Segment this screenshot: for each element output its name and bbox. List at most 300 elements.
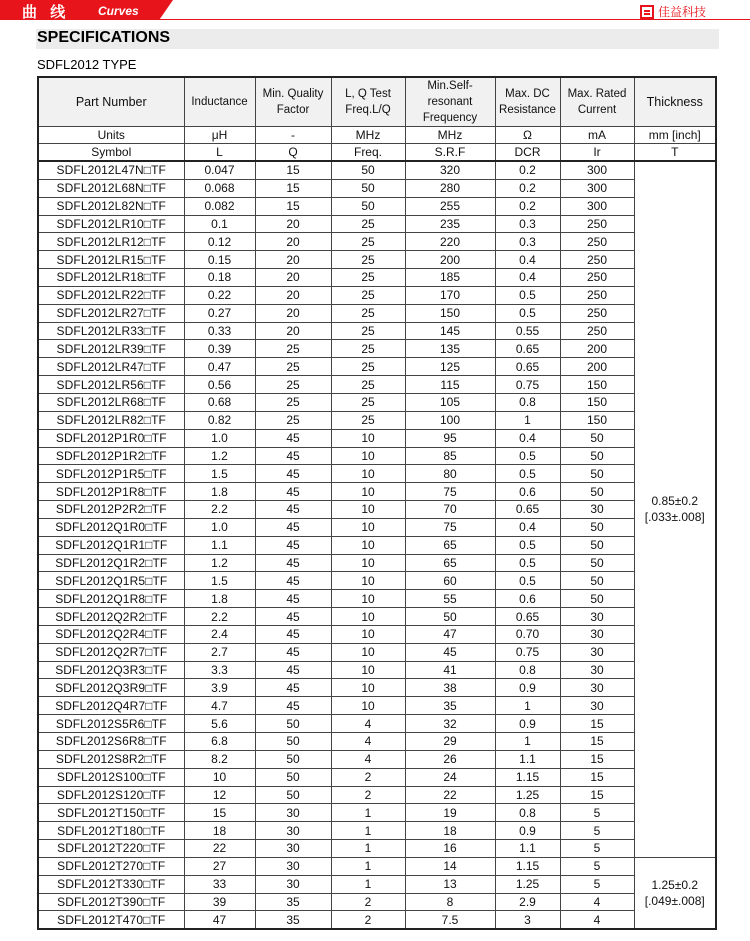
value-cell: 30 xyxy=(560,643,634,661)
part-number-cell: SDFL2012T390□TF xyxy=(38,893,184,911)
value-cell: 20 xyxy=(255,251,331,269)
value-cell: 2 xyxy=(331,911,405,929)
value-cell: 10 xyxy=(331,483,405,501)
value-cell: 4 xyxy=(560,893,634,911)
value-cell: 1 xyxy=(331,840,405,858)
section-title-cn: 曲 线 xyxy=(22,3,70,21)
units-cell: Units xyxy=(38,127,184,144)
table-row xyxy=(38,911,716,929)
thickness-mm: 1.25±0.2 xyxy=(651,878,699,893)
table-row xyxy=(38,572,716,590)
spec-table xyxy=(37,76,717,930)
value-cell: 50 xyxy=(405,608,495,626)
value-cell: 0.1 xyxy=(184,215,255,233)
col-part-number: Part Number xyxy=(38,77,184,127)
value-cell: 50 xyxy=(331,179,405,197)
value-cell: 30 xyxy=(255,804,331,822)
table-row xyxy=(38,483,716,501)
value-cell: 0.65 xyxy=(495,358,560,376)
part-number-cell: SDFL2012LR47□TF xyxy=(38,358,184,376)
value-cell: 10 xyxy=(331,518,405,536)
value-cell: 0.75 xyxy=(495,376,560,394)
part-number-cell: SDFL2012Q1R1□TF xyxy=(38,536,184,554)
table-row xyxy=(38,643,716,661)
value-cell: 145 xyxy=(405,322,495,340)
value-cell: 30 xyxy=(255,875,331,893)
value-cell: 45 xyxy=(255,590,331,608)
value-cell: 1.2 xyxy=(184,554,255,572)
value-cell: 10 xyxy=(331,590,405,608)
value-cell: 15 xyxy=(255,179,331,197)
units-cell: mm [inch] xyxy=(634,127,716,144)
value-cell: 10 xyxy=(331,429,405,447)
value-cell: 0.65 xyxy=(495,501,560,519)
value-cell: 0.6 xyxy=(495,483,560,501)
value-cell: 1.0 xyxy=(184,429,255,447)
value-cell: 25 xyxy=(255,411,331,429)
value-cell: 35 xyxy=(255,893,331,911)
value-cell: 50 xyxy=(560,572,634,590)
value-cell: 15 xyxy=(560,786,634,804)
value-cell: 250 xyxy=(560,286,634,304)
value-cell: 0.2 xyxy=(495,197,560,215)
symbol-cell: DCR xyxy=(495,144,560,162)
value-cell: 20 xyxy=(255,233,331,251)
company-logo-icon xyxy=(640,5,654,19)
value-cell: 2.2 xyxy=(184,501,255,519)
part-number-cell: SDFL2012S100□TF xyxy=(38,768,184,786)
table-row xyxy=(38,197,716,215)
value-cell: 15 xyxy=(255,197,331,215)
table-row xyxy=(38,269,716,287)
value-cell: 80 xyxy=(405,465,495,483)
table-row xyxy=(38,822,716,840)
value-cell: 25 xyxy=(255,376,331,394)
value-cell: 18 xyxy=(405,822,495,840)
value-cell: 50 xyxy=(560,518,634,536)
value-cell: 0.2 xyxy=(495,161,560,179)
value-cell: 1.1 xyxy=(495,750,560,768)
value-cell: 47 xyxy=(184,911,255,929)
table-row xyxy=(38,697,716,715)
value-cell: 0.3 xyxy=(495,215,560,233)
thickness-mm: 0.85±0.2 xyxy=(651,494,699,509)
part-number-cell: SDFL2012L47N□TF xyxy=(38,161,184,179)
value-cell: 1 xyxy=(331,857,405,875)
table-row xyxy=(38,590,716,608)
value-cell: 25 xyxy=(331,358,405,376)
value-cell: 25 xyxy=(331,340,405,358)
symbol-cell: Freq. xyxy=(331,144,405,162)
value-cell: 1.25 xyxy=(495,875,560,893)
value-cell: 10 xyxy=(331,536,405,554)
value-cell: 1.8 xyxy=(184,590,255,608)
value-cell: 0.9 xyxy=(495,715,560,733)
value-cell: 5 xyxy=(560,857,634,875)
value-cell: 50 xyxy=(255,715,331,733)
value-cell: 45 xyxy=(255,608,331,626)
value-cell: 5 xyxy=(560,875,634,893)
value-cell: 4 xyxy=(560,911,634,929)
value-cell: 10 xyxy=(331,625,405,643)
value-cell: 1 xyxy=(331,875,405,893)
value-cell: 4 xyxy=(331,733,405,751)
value-cell: 55 xyxy=(405,590,495,608)
value-cell: 45 xyxy=(255,572,331,590)
value-cell: 70 xyxy=(405,501,495,519)
table-row xyxy=(38,608,716,626)
value-cell: 22 xyxy=(405,786,495,804)
symbol-cell: Q xyxy=(255,144,331,162)
value-cell: 85 xyxy=(405,447,495,465)
col-current xyxy=(560,77,634,127)
units-cell: - xyxy=(255,127,331,144)
value-cell: 3.9 xyxy=(184,679,255,697)
table-row xyxy=(38,661,716,679)
value-cell: 30 xyxy=(560,697,634,715)
value-cell: 10 xyxy=(331,447,405,465)
part-number-cell: SDFL2012LR12□TF xyxy=(38,233,184,251)
part-number-cell: SDFL2012L82N□TF xyxy=(38,197,184,215)
value-cell: 47 xyxy=(405,625,495,643)
value-cell: 50 xyxy=(560,483,634,501)
value-cell: 95 xyxy=(405,429,495,447)
value-cell: 10 xyxy=(331,608,405,626)
value-cell: 25 xyxy=(331,304,405,322)
value-cell: 25 xyxy=(331,251,405,269)
value-cell: 16 xyxy=(405,840,495,858)
type-subtitle: SDFL2012 TYPE xyxy=(37,57,137,72)
value-cell: 50 xyxy=(255,750,331,768)
value-cell: 10 xyxy=(331,501,405,519)
symbol-cell: S.R.F xyxy=(405,144,495,162)
col-test-freq xyxy=(331,77,405,127)
value-cell: 30 xyxy=(255,857,331,875)
value-cell: 45 xyxy=(255,554,331,572)
part-number-cell: SDFL2012LR27□TF xyxy=(38,304,184,322)
thickness-cell xyxy=(634,857,716,929)
value-cell: 3 xyxy=(495,911,560,929)
value-cell: 1.25 xyxy=(495,786,560,804)
value-cell: 200 xyxy=(560,340,634,358)
value-cell: 0.47 xyxy=(184,358,255,376)
part-number-cell: SDFL2012Q1R5□TF xyxy=(38,572,184,590)
value-cell: 25 xyxy=(331,322,405,340)
value-cell: 250 xyxy=(560,251,634,269)
value-cell: 0.5 xyxy=(495,286,560,304)
value-cell: 170 xyxy=(405,286,495,304)
value-cell: 0.4 xyxy=(495,269,560,287)
value-cell: 0.8 xyxy=(495,393,560,411)
value-cell: 1.2 xyxy=(184,447,255,465)
header-row xyxy=(38,77,716,127)
value-cell: 200 xyxy=(560,358,634,376)
company-logo xyxy=(640,3,706,20)
value-cell: 5 xyxy=(560,822,634,840)
value-cell: 5 xyxy=(560,804,634,822)
value-cell: 0.2 xyxy=(495,179,560,197)
value-cell: 50 xyxy=(560,536,634,554)
value-cell: 0.39 xyxy=(184,340,255,358)
part-number-cell: SDFL2012LR68□TF xyxy=(38,393,184,411)
value-cell: 0.5 xyxy=(495,572,560,590)
value-cell: 25 xyxy=(331,269,405,287)
value-cell: 25 xyxy=(331,411,405,429)
banner-rule xyxy=(0,19,750,20)
value-cell: 18 xyxy=(184,822,255,840)
value-cell: 1.0 xyxy=(184,518,255,536)
company-logo-text: 佳益科技 xyxy=(657,5,706,19)
table-row xyxy=(38,411,716,429)
value-cell: 0.75 xyxy=(495,643,560,661)
value-cell: 4 xyxy=(331,750,405,768)
value-cell: 8.2 xyxy=(184,750,255,768)
units-cell: MHz xyxy=(331,127,405,144)
part-number-cell: SDFL2012S6R8□TF xyxy=(38,733,184,751)
symbol-cell: T xyxy=(634,144,716,162)
value-cell: 25 xyxy=(331,286,405,304)
value-cell: 45 xyxy=(255,429,331,447)
value-cell: 32 xyxy=(405,715,495,733)
value-cell: 0.5 xyxy=(495,465,560,483)
value-cell: 10 xyxy=(331,572,405,590)
table-row xyxy=(38,750,716,768)
thickness-inch: [.049±.008] xyxy=(644,894,705,909)
page-title: SPECIFICATIONS xyxy=(37,29,171,46)
value-cell: 50 xyxy=(331,197,405,215)
value-cell: 220 xyxy=(405,233,495,251)
value-cell: 1.5 xyxy=(184,572,255,590)
value-cell: 60 xyxy=(405,572,495,590)
value-cell: 1.15 xyxy=(495,768,560,786)
part-number-cell: SDFL2012Q3R3□TF xyxy=(38,661,184,679)
value-cell: 0.27 xyxy=(184,304,255,322)
table-row xyxy=(38,768,716,786)
value-cell: 0.18 xyxy=(184,269,255,287)
value-cell: 0.82 xyxy=(184,411,255,429)
units-cell: Ω xyxy=(495,127,560,144)
value-cell: 2.2 xyxy=(184,608,255,626)
part-number-cell: SDFL2012Q1R8□TF xyxy=(38,590,184,608)
header-banner xyxy=(0,0,750,26)
part-number-cell: SDFL2012T150□TF xyxy=(38,804,184,822)
col-srf-l1: Min.Self-resonant xyxy=(427,80,473,108)
value-cell: 0.68 xyxy=(184,393,255,411)
symbol-cell: Symbol xyxy=(38,144,184,162)
value-cell: 105 xyxy=(405,393,495,411)
value-cell: 30 xyxy=(560,661,634,679)
value-cell: 75 xyxy=(405,483,495,501)
table-row xyxy=(38,447,716,465)
value-cell: 185 xyxy=(405,269,495,287)
value-cell: 15 xyxy=(255,161,331,179)
value-cell: 25 xyxy=(331,233,405,251)
value-cell: 30 xyxy=(255,840,331,858)
value-cell: 15 xyxy=(560,733,634,751)
value-cell: 0.5 xyxy=(495,536,560,554)
part-number-cell: SDFL2012T270□TF xyxy=(38,857,184,875)
part-number-cell: SDFL2012LR82□TF xyxy=(38,411,184,429)
col-q-factor xyxy=(255,77,331,127)
value-cell: 0.56 xyxy=(184,376,255,394)
value-cell: 10 xyxy=(184,768,255,786)
value-cell: 250 xyxy=(560,304,634,322)
table-row xyxy=(38,715,716,733)
value-cell: 45 xyxy=(255,518,331,536)
value-cell: 300 xyxy=(560,179,634,197)
value-cell: 45 xyxy=(255,501,331,519)
value-cell: 4.7 xyxy=(184,697,255,715)
value-cell: 45 xyxy=(255,697,331,715)
part-number-cell: SDFL2012LR15□TF xyxy=(38,251,184,269)
table-row xyxy=(38,804,716,822)
value-cell: 4 xyxy=(331,715,405,733)
value-cell: 50 xyxy=(560,465,634,483)
value-cell: 250 xyxy=(560,233,634,251)
value-cell: 50 xyxy=(255,733,331,751)
value-cell: 2 xyxy=(331,786,405,804)
value-cell: 280 xyxy=(405,179,495,197)
value-cell: 14 xyxy=(405,857,495,875)
table-row xyxy=(38,179,716,197)
value-cell: 0.047 xyxy=(184,161,255,179)
value-cell: 255 xyxy=(405,197,495,215)
col-dcr-l1: Max. DC xyxy=(505,88,550,100)
value-cell: 22 xyxy=(184,840,255,858)
value-cell: 20 xyxy=(255,286,331,304)
value-cell: 13 xyxy=(405,875,495,893)
value-cell: 10 xyxy=(331,679,405,697)
units-cell: μH xyxy=(184,127,255,144)
value-cell: 10 xyxy=(331,465,405,483)
table-row xyxy=(38,554,716,572)
table-row xyxy=(38,625,716,643)
part-number-cell: SDFL2012LR10□TF xyxy=(38,215,184,233)
col-current-l2: Current xyxy=(577,104,617,116)
value-cell: 15 xyxy=(184,804,255,822)
value-cell: 300 xyxy=(560,161,634,179)
value-cell: 33 xyxy=(184,875,255,893)
value-cell: 250 xyxy=(560,215,634,233)
value-cell: 0.5 xyxy=(495,554,560,572)
value-cell: 26 xyxy=(405,750,495,768)
table-row xyxy=(38,857,716,875)
table-row xyxy=(38,304,716,322)
part-number-cell: SDFL2012T180□TF xyxy=(38,822,184,840)
value-cell: 0.70 xyxy=(495,625,560,643)
table-row xyxy=(38,393,716,411)
value-cell: 45 xyxy=(255,536,331,554)
value-cell: 15 xyxy=(560,768,634,786)
thickness-inch: [.033±.008] xyxy=(644,510,705,525)
value-cell: 45 xyxy=(255,643,331,661)
value-cell: 0.6 xyxy=(495,590,560,608)
value-cell: 1.15 xyxy=(495,857,560,875)
value-cell: 150 xyxy=(560,411,634,429)
part-number-cell: SDFL2012P2R2□TF xyxy=(38,501,184,519)
value-cell: 0.082 xyxy=(184,197,255,215)
table-row xyxy=(38,679,716,697)
value-cell: 1 xyxy=(495,411,560,429)
value-cell: 25 xyxy=(331,376,405,394)
col-thickness: Thickness xyxy=(634,77,716,127)
value-cell: 1.1 xyxy=(495,840,560,858)
col-srf-l2: Frequency xyxy=(422,112,478,124)
col-dcr xyxy=(495,77,560,127)
value-cell: 0.22 xyxy=(184,286,255,304)
value-cell: 0.4 xyxy=(495,429,560,447)
value-cell: 12 xyxy=(184,786,255,804)
section-title-en: Curves xyxy=(98,4,139,18)
value-cell: 25 xyxy=(255,393,331,411)
table-row xyxy=(38,429,716,447)
col-current-l1: Max. Rated xyxy=(567,88,627,100)
table-row xyxy=(38,251,716,269)
value-cell: 45 xyxy=(255,447,331,465)
value-cell: 35 xyxy=(405,697,495,715)
value-cell: 30 xyxy=(560,625,634,643)
value-cell: 5 xyxy=(560,840,634,858)
value-cell: 50 xyxy=(560,429,634,447)
value-cell: 45 xyxy=(405,643,495,661)
part-number-cell: SDFL2012T470□TF xyxy=(38,911,184,929)
value-cell: 15 xyxy=(560,750,634,768)
col-test-freq-l1: L, Q Test xyxy=(345,88,391,100)
value-cell: 125 xyxy=(405,358,495,376)
value-cell: 24 xyxy=(405,768,495,786)
value-cell: 45 xyxy=(255,679,331,697)
col-dcr-l2: Resistance xyxy=(499,104,556,116)
value-cell: 20 xyxy=(255,269,331,287)
value-cell: 2.7 xyxy=(184,643,255,661)
value-cell: 250 xyxy=(560,322,634,340)
value-cell: 5.6 xyxy=(184,715,255,733)
value-cell: 10 xyxy=(331,661,405,679)
value-cell: 2.9 xyxy=(495,893,560,911)
value-cell: 200 xyxy=(405,251,495,269)
part-number-cell: SDFL2012LR56□TF xyxy=(38,376,184,394)
units-row xyxy=(38,127,716,144)
value-cell: 2.4 xyxy=(184,625,255,643)
value-cell: 0.33 xyxy=(184,322,255,340)
part-number-cell: SDFL2012P1R2□TF xyxy=(38,447,184,465)
table-row xyxy=(38,233,716,251)
table-row xyxy=(38,840,716,858)
value-cell: 250 xyxy=(560,269,634,287)
value-cell: 100 xyxy=(405,411,495,429)
col-test-freq-l2: Freq.L/Q xyxy=(345,104,391,116)
value-cell: 75 xyxy=(405,518,495,536)
symbol-cell: L xyxy=(184,144,255,162)
value-cell: 1.1 xyxy=(184,536,255,554)
col-inductance: Inductance xyxy=(184,77,255,127)
value-cell: 0.15 xyxy=(184,251,255,269)
value-cell: 2 xyxy=(331,768,405,786)
value-cell: 45 xyxy=(255,661,331,679)
value-cell: 25 xyxy=(331,393,405,411)
table-row xyxy=(38,893,716,911)
value-cell: 0.5 xyxy=(495,447,560,465)
symbol-row xyxy=(38,144,716,162)
value-cell: 50 xyxy=(560,447,634,465)
value-cell: 20 xyxy=(255,304,331,322)
table-row xyxy=(38,518,716,536)
value-cell: 0.12 xyxy=(184,233,255,251)
value-cell: 65 xyxy=(405,536,495,554)
part-number-cell: SDFL2012L68N□TF xyxy=(38,179,184,197)
part-number-cell: SDFL2012P1R5□TF xyxy=(38,465,184,483)
part-number-cell: SDFL2012Q2R4□TF xyxy=(38,625,184,643)
